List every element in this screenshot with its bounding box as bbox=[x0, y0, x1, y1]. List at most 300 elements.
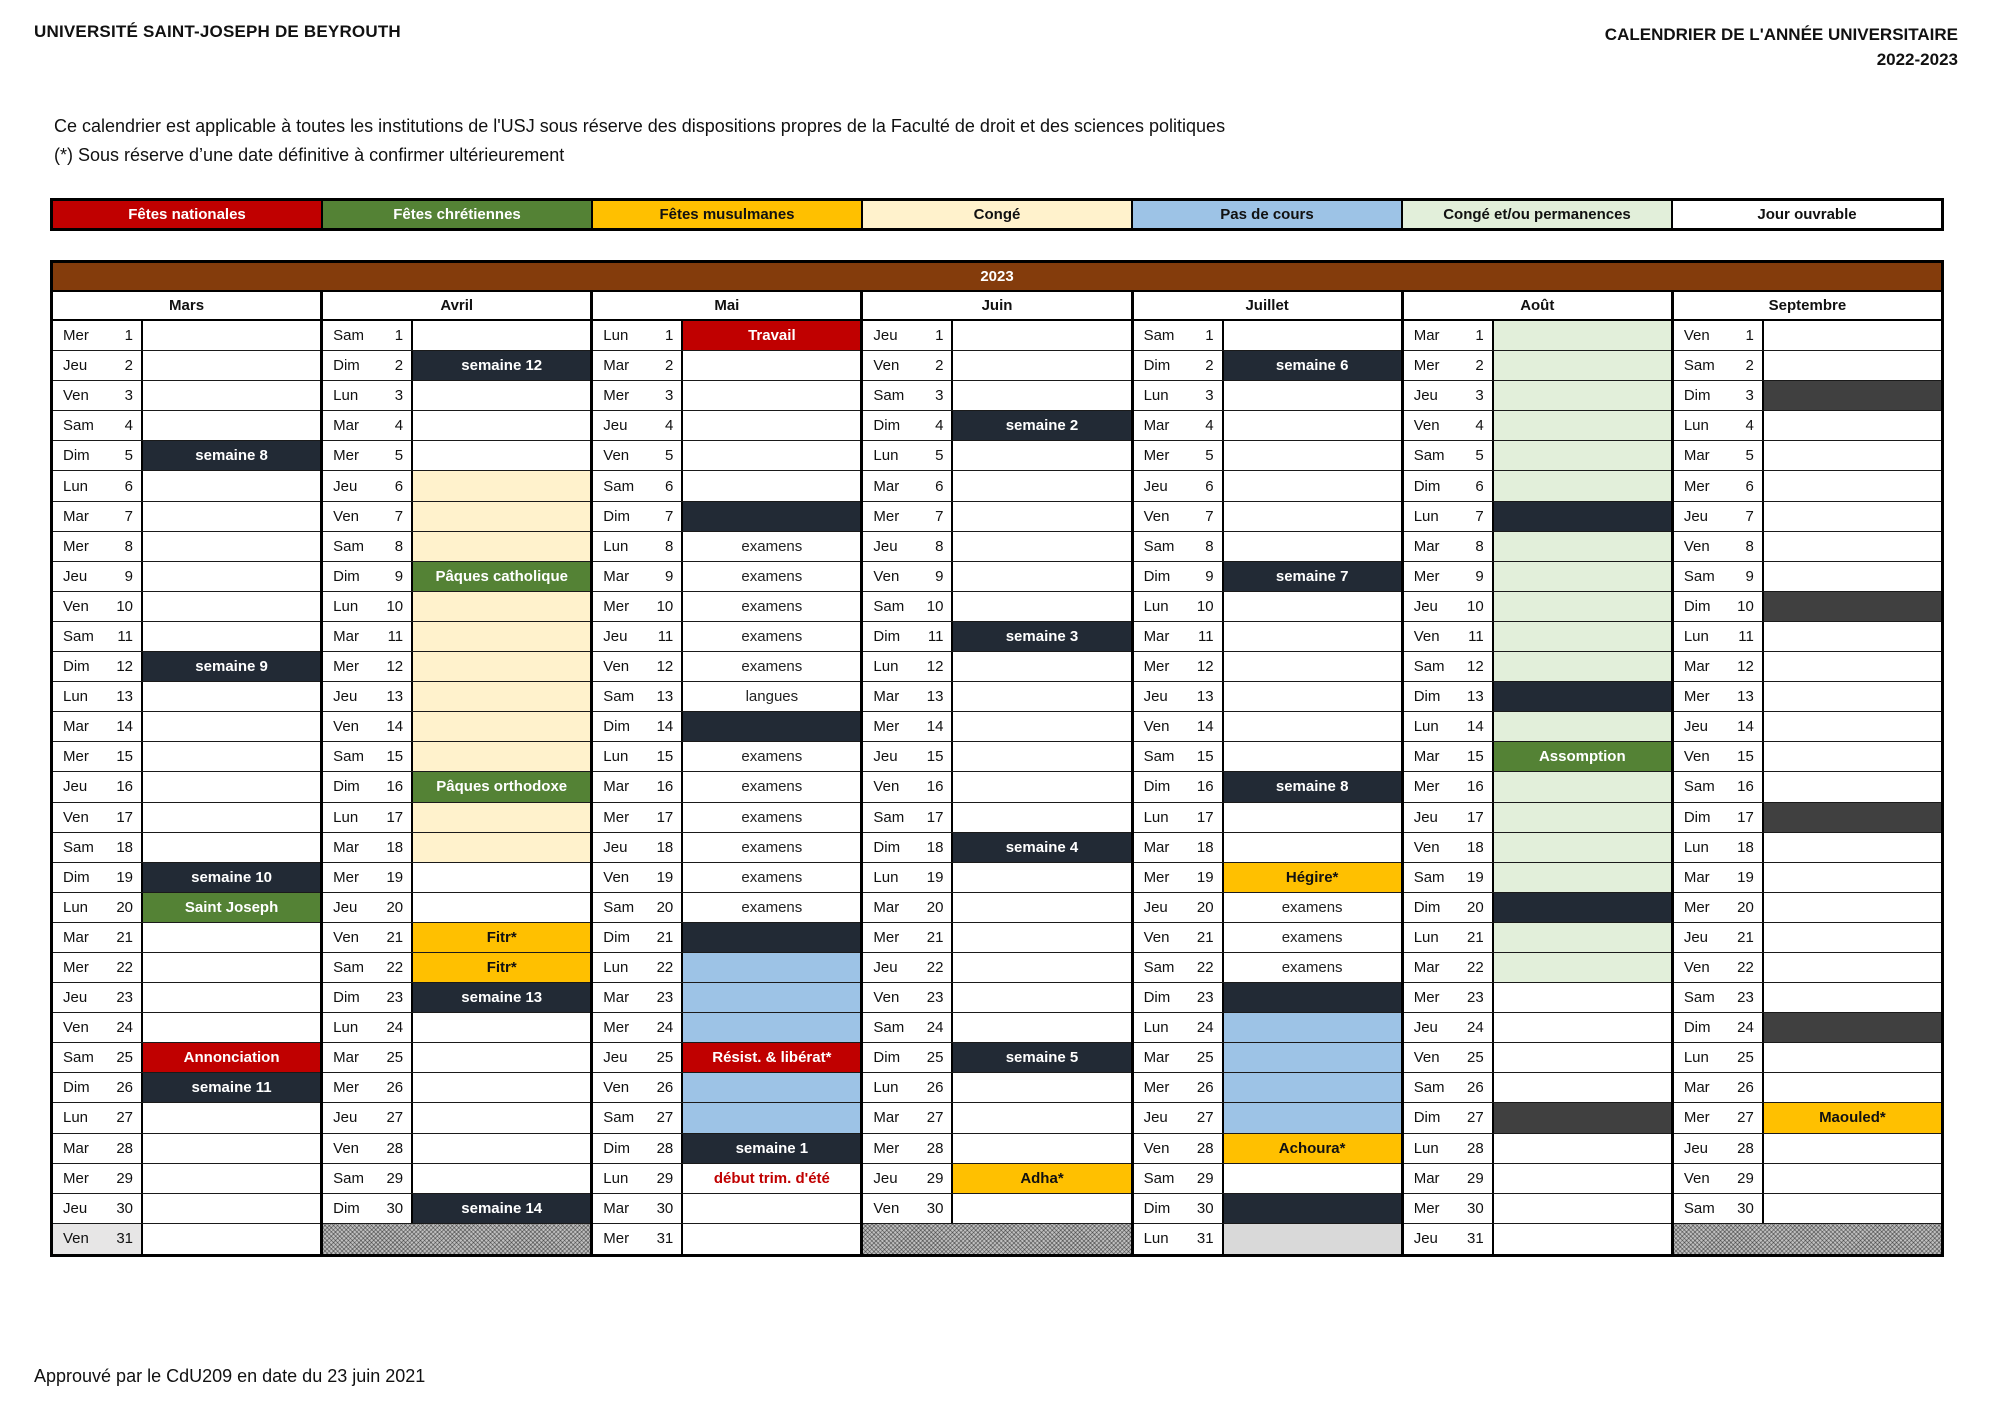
weekday-label: Ven bbox=[1683, 327, 1710, 345]
day-number: 16 bbox=[926, 778, 944, 796]
date-cell bbox=[53, 1073, 143, 1102]
weekday-label: Jeu bbox=[603, 627, 628, 645]
day-number: 17 bbox=[1467, 808, 1484, 826]
weekday-label: Jeu bbox=[1683, 718, 1709, 736]
calendar-year-range: 2022-2023 bbox=[1876, 50, 1958, 69]
date-cell bbox=[323, 1073, 413, 1102]
date-cell bbox=[593, 803, 683, 832]
day-number: 5 bbox=[124, 447, 133, 465]
date-cell bbox=[53, 742, 143, 771]
weekday-label: Ven bbox=[1143, 718, 1170, 736]
day-number: 11 bbox=[657, 627, 674, 645]
date-cell bbox=[593, 471, 683, 500]
event-cell bbox=[953, 321, 1130, 350]
event-cell: semaine 9 bbox=[143, 652, 320, 681]
date-cell bbox=[593, 502, 683, 531]
day-number: 30 bbox=[656, 1199, 674, 1217]
date-cell bbox=[53, 351, 143, 380]
day-row bbox=[863, 471, 1130, 501]
date-cell bbox=[323, 652, 413, 681]
date-cell bbox=[863, 1194, 953, 1223]
date-cell bbox=[53, 532, 143, 561]
day-number: 23 bbox=[116, 989, 133, 1007]
date-cell bbox=[593, 893, 683, 922]
weekday-label: Jeu bbox=[1683, 1139, 1709, 1157]
day-number: 20 bbox=[386, 898, 404, 916]
event-cell: examens bbox=[741, 597, 803, 615]
weekday-label: Dim bbox=[603, 718, 630, 736]
day-row bbox=[593, 351, 860, 381]
weekday-label: Mer bbox=[873, 1139, 900, 1157]
day-row bbox=[1674, 622, 1941, 652]
weekday-label: Dim bbox=[1413, 688, 1441, 706]
day-row bbox=[1134, 863, 1401, 893]
day-number: 12 bbox=[116, 658, 133, 676]
date-cell bbox=[53, 833, 143, 862]
weekday-label: Mer bbox=[1683, 688, 1710, 706]
day-number: 10 bbox=[1737, 597, 1754, 615]
event-cell: Saint Joseph bbox=[143, 893, 320, 922]
event-cell: Maouled* bbox=[1764, 1103, 1941, 1132]
color-legend bbox=[50, 198, 1944, 231]
legend-item: Fêtes chrétiennes bbox=[323, 201, 593, 228]
weekday-label: Mer bbox=[1413, 778, 1440, 796]
event-cell: semaine 1 bbox=[683, 1134, 860, 1163]
weekday-label: Lun bbox=[333, 808, 359, 826]
date-cell bbox=[593, 441, 683, 470]
event-cell bbox=[1764, 502, 1941, 531]
day-number: 27 bbox=[656, 1109, 674, 1127]
event-cell bbox=[1224, 592, 1401, 621]
day-number: 11 bbox=[1468, 627, 1484, 645]
weekday-label: Sam bbox=[1143, 327, 1175, 345]
weekday-label: Sam bbox=[333, 327, 364, 345]
day-row bbox=[863, 923, 1130, 953]
date-cell bbox=[863, 893, 953, 922]
day-number: 1 bbox=[394, 327, 404, 345]
day-row bbox=[53, 1194, 320, 1224]
event-cell bbox=[413, 411, 590, 440]
day-number: 13 bbox=[1196, 688, 1214, 706]
date-cell bbox=[593, 833, 683, 862]
day-number: 28 bbox=[116, 1139, 133, 1157]
day-number: 27 bbox=[926, 1109, 944, 1127]
date-cell bbox=[863, 592, 953, 621]
event-cell bbox=[1224, 622, 1401, 651]
date-cell bbox=[863, 1134, 953, 1163]
weekday-label: Jeu bbox=[873, 1169, 898, 1187]
weekday-label: Sam bbox=[1413, 447, 1445, 465]
date-cell bbox=[1134, 411, 1224, 440]
date-cell bbox=[1404, 1194, 1494, 1223]
weekday-label: Lun bbox=[1683, 417, 1709, 435]
event-cell bbox=[683, 1224, 860, 1254]
date-cell bbox=[1674, 622, 1764, 651]
weekday-label: Sam bbox=[1413, 868, 1445, 886]
day-number: 10 bbox=[116, 597, 133, 615]
day-row bbox=[1404, 592, 1671, 622]
day-row bbox=[1134, 772, 1401, 802]
weekday-label: Ven bbox=[603, 868, 630, 886]
day-row bbox=[323, 1043, 590, 1073]
weekday-label: Mar bbox=[333, 417, 359, 435]
weekday-label: Mer bbox=[603, 1230, 630, 1248]
weekday-label: Sam bbox=[873, 1019, 905, 1037]
day-row bbox=[53, 471, 320, 501]
weekday-label: Mer bbox=[873, 718, 900, 736]
day-number: 4 bbox=[394, 417, 404, 435]
day-row bbox=[1404, 381, 1671, 411]
weekday-label: Jeu bbox=[1413, 597, 1438, 615]
date-cell bbox=[323, 351, 413, 380]
event-cell bbox=[1224, 1073, 1401, 1102]
weekday-label: Ven bbox=[63, 1019, 89, 1037]
weekday-label: Dim bbox=[1143, 567, 1171, 585]
event-cell: Travail bbox=[683, 321, 860, 350]
day-number: 15 bbox=[1737, 748, 1754, 766]
day-number: 8 bbox=[394, 537, 404, 555]
date-cell bbox=[1134, 682, 1224, 711]
day-row bbox=[593, 1224, 860, 1254]
day-row bbox=[1674, 532, 1941, 562]
event-cell bbox=[1764, 682, 1941, 711]
date-cell bbox=[1404, 1073, 1494, 1102]
event-cell bbox=[1224, 983, 1401, 1012]
date-cell bbox=[1134, 953, 1224, 982]
weekday-label: Ven bbox=[333, 928, 360, 946]
weekday-label: Mar bbox=[1413, 537, 1440, 555]
weekday-label: Sam bbox=[873, 808, 905, 826]
day-row bbox=[1404, 893, 1671, 923]
event-cell bbox=[1494, 1134, 1671, 1163]
weekday-label: Sam bbox=[333, 748, 364, 766]
day-row bbox=[323, 1194, 590, 1224]
day-row bbox=[1404, 1103, 1671, 1133]
day-number: 24 bbox=[386, 1019, 404, 1037]
event-cell bbox=[953, 863, 1130, 892]
event-cell bbox=[953, 953, 1130, 982]
weekday-label: Jeu bbox=[873, 537, 898, 555]
day-number: 10 bbox=[926, 597, 944, 615]
weekday-label: Sam bbox=[63, 627, 94, 645]
day-number: 25 bbox=[1196, 1049, 1214, 1067]
day-number: 29 bbox=[1467, 1169, 1484, 1187]
day-row bbox=[1674, 441, 1941, 471]
month-column bbox=[863, 292, 1133, 1254]
day-row bbox=[53, 351, 320, 381]
weekday-label: Dim bbox=[1143, 1199, 1171, 1217]
date-cell bbox=[53, 502, 143, 531]
day-row bbox=[323, 1013, 590, 1043]
event-cell bbox=[413, 321, 590, 350]
weekday-label: Lun bbox=[1143, 1019, 1169, 1037]
day-number: 29 bbox=[1196, 1169, 1214, 1187]
date-cell bbox=[863, 923, 953, 952]
date-cell bbox=[323, 1134, 413, 1163]
event-cell: examens bbox=[741, 778, 803, 796]
weekday-label: Ven bbox=[873, 1199, 900, 1217]
weekday-label: Mer bbox=[873, 507, 900, 525]
day-row bbox=[593, 712, 860, 742]
event-cell bbox=[683, 441, 860, 470]
weekday-label: Sam bbox=[1683, 1199, 1715, 1217]
day-row bbox=[1674, 502, 1941, 532]
date-cell bbox=[53, 803, 143, 832]
day-number: 15 bbox=[116, 748, 133, 766]
day-row bbox=[1674, 411, 1941, 441]
event-cell bbox=[1494, 351, 1671, 380]
day-number: 2 bbox=[124, 357, 133, 375]
day-row bbox=[1404, 712, 1671, 742]
day-row bbox=[863, 1073, 1130, 1103]
weekday-label: Mer bbox=[63, 959, 89, 977]
date-cell bbox=[1404, 983, 1494, 1012]
event-cell bbox=[143, 682, 320, 711]
weekday-label: Dim bbox=[333, 567, 360, 585]
day-number: 30 bbox=[926, 1199, 944, 1217]
day-row bbox=[1134, 893, 1401, 923]
weekday-label: Mer bbox=[63, 537, 89, 555]
event-cell bbox=[1224, 1043, 1401, 1072]
weekday-label: Jeu bbox=[1143, 1109, 1168, 1127]
event-cell bbox=[1494, 592, 1671, 621]
day-row bbox=[53, 742, 320, 772]
event-cell bbox=[143, 502, 320, 531]
day-number: 3 bbox=[664, 387, 674, 405]
day-row bbox=[593, 953, 860, 983]
event-cell bbox=[1764, 1043, 1941, 1072]
weekday-label: Mar bbox=[873, 477, 900, 495]
day-number: 3 bbox=[394, 387, 404, 405]
weekday-label: Dim bbox=[63, 447, 90, 465]
day-number: 12 bbox=[926, 658, 944, 676]
weekday-label: Jeu bbox=[1683, 507, 1709, 525]
day-number: 15 bbox=[656, 748, 674, 766]
weekday-label: Mar bbox=[1683, 868, 1710, 886]
event-cell bbox=[1224, 742, 1401, 771]
empty-day-row bbox=[1674, 1224, 1941, 1254]
event-cell bbox=[1494, 532, 1671, 561]
day-number: 18 bbox=[1737, 838, 1754, 856]
day-row bbox=[1404, 1224, 1671, 1254]
event-cell bbox=[953, 652, 1130, 681]
date-cell bbox=[1404, 772, 1494, 801]
day-row bbox=[53, 1013, 320, 1043]
date-cell bbox=[1674, 441, 1764, 470]
event-cell bbox=[1494, 893, 1671, 922]
event-cell bbox=[1764, 1134, 1941, 1163]
month-column bbox=[53, 292, 323, 1254]
day-row bbox=[593, 1164, 860, 1194]
event-cell bbox=[1764, 712, 1941, 741]
date-cell bbox=[1674, 923, 1764, 952]
event-cell: examens bbox=[741, 627, 803, 645]
day-number: 1 bbox=[1205, 327, 1214, 345]
day-row bbox=[1404, 682, 1671, 712]
date-cell bbox=[1134, 863, 1224, 892]
event-cell bbox=[1494, 411, 1671, 440]
event-cell: semaine 5 bbox=[953, 1043, 1130, 1072]
date-cell bbox=[863, 1013, 953, 1042]
event-cell bbox=[1494, 441, 1671, 470]
day-row bbox=[53, 803, 320, 833]
day-row bbox=[1134, 1224, 1401, 1254]
day-number: 15 bbox=[926, 748, 944, 766]
day-number: 10 bbox=[1196, 597, 1214, 615]
weekday-label: Lun bbox=[603, 1169, 629, 1187]
day-row bbox=[323, 923, 590, 953]
event-cell bbox=[1224, 712, 1401, 741]
weekday-label: Sam bbox=[63, 417, 94, 435]
weekday-label: Lun bbox=[1143, 808, 1169, 826]
date-cell bbox=[1404, 1013, 1494, 1042]
day-row bbox=[1674, 1194, 1941, 1224]
day-number: 6 bbox=[935, 477, 944, 495]
event-cell bbox=[143, 953, 320, 982]
weekday-label: Sam bbox=[873, 387, 905, 405]
weekday-label: Sam bbox=[1683, 778, 1715, 796]
event-cell: semaine 4 bbox=[953, 833, 1130, 862]
weekday-label: Dim bbox=[1143, 357, 1171, 375]
weekday-label: Lun bbox=[63, 688, 89, 706]
day-row bbox=[1134, 381, 1401, 411]
day-number: 7 bbox=[664, 507, 674, 525]
weekday-label: Ven bbox=[1683, 748, 1710, 766]
day-number: 17 bbox=[386, 808, 404, 826]
weekday-label: Jeu bbox=[1143, 477, 1168, 495]
date-cell bbox=[1674, 772, 1764, 801]
date-cell bbox=[323, 953, 413, 982]
day-number: 16 bbox=[116, 778, 133, 796]
day-number: 7 bbox=[124, 507, 133, 525]
event-cell bbox=[1764, 893, 1941, 922]
date-cell bbox=[53, 622, 143, 651]
event-cell bbox=[1764, 592, 1941, 621]
event-cell bbox=[143, 1013, 320, 1042]
day-number: 6 bbox=[124, 477, 133, 495]
day-number: 25 bbox=[926, 1049, 944, 1067]
day-number: 2 bbox=[664, 357, 674, 375]
event-cell bbox=[1494, 1224, 1671, 1254]
event-cell: Annonciation bbox=[143, 1043, 320, 1072]
event-cell bbox=[1224, 321, 1401, 350]
event-cell bbox=[413, 381, 590, 410]
event-cell bbox=[953, 1194, 1130, 1223]
event-cell: Fitr* bbox=[413, 953, 590, 982]
event-cell bbox=[413, 1164, 590, 1193]
day-row bbox=[593, 1043, 860, 1073]
day-number: 19 bbox=[1737, 868, 1754, 886]
weekday-label: Mar bbox=[873, 1109, 900, 1127]
weekday-label: Lun bbox=[603, 537, 629, 555]
date-cell bbox=[1404, 953, 1494, 982]
date-cell bbox=[1674, 411, 1764, 440]
event-cell bbox=[413, 502, 590, 531]
day-row bbox=[1674, 1164, 1941, 1194]
event-cell bbox=[953, 923, 1130, 952]
day-number: 5 bbox=[935, 447, 944, 465]
day-number: 16 bbox=[656, 778, 674, 796]
date-cell bbox=[1674, 381, 1764, 410]
asterisk-note: (*) Sous réserve d’une date définitive à confirmer ultérieurement bbox=[54, 145, 565, 165]
weekday-label: Ven bbox=[603, 658, 630, 676]
day-row bbox=[1134, 983, 1401, 1013]
event-cell bbox=[143, 351, 320, 380]
weekday-label: Lun bbox=[1143, 387, 1169, 405]
date-cell bbox=[323, 983, 413, 1012]
date-cell bbox=[1134, 1224, 1224, 1254]
weekday-label: Jeu bbox=[873, 748, 898, 766]
day-number: 21 bbox=[926, 928, 944, 946]
day-row bbox=[1134, 682, 1401, 712]
day-row bbox=[53, 1164, 320, 1194]
weekday-label: Mer bbox=[333, 868, 359, 886]
day-number: 29 bbox=[386, 1169, 404, 1187]
day-row bbox=[323, 562, 590, 592]
event-cell: Pâques orthodoxe bbox=[413, 772, 590, 801]
weekday-label: Mer bbox=[333, 658, 359, 676]
day-number: 4 bbox=[1475, 417, 1484, 435]
event-cell bbox=[1494, 803, 1671, 832]
day-row bbox=[593, 863, 860, 893]
weekday-label: Lun bbox=[603, 327, 629, 345]
day-row bbox=[863, 592, 1130, 622]
day-row bbox=[1674, 953, 1941, 983]
day-row bbox=[1404, 562, 1671, 592]
date-cell bbox=[53, 441, 143, 470]
weekday-label: Sam bbox=[333, 959, 364, 977]
day-number: 23 bbox=[1737, 989, 1754, 1007]
day-row bbox=[593, 532, 860, 562]
day-number: 14 bbox=[656, 718, 674, 736]
day-row bbox=[53, 622, 320, 652]
event-cell bbox=[953, 712, 1130, 741]
day-row bbox=[1674, 1134, 1941, 1164]
event-cell bbox=[1764, 742, 1941, 771]
day-number: 16 bbox=[1737, 778, 1754, 796]
date-cell bbox=[1674, 712, 1764, 741]
event-cell bbox=[413, 893, 590, 922]
date-cell bbox=[1404, 923, 1494, 952]
event-cell bbox=[683, 471, 860, 500]
day-row bbox=[1674, 1043, 1941, 1073]
weekday-label: Sam bbox=[63, 838, 94, 856]
date-cell bbox=[863, 441, 953, 470]
weekday-label: Mar bbox=[63, 1139, 89, 1157]
date-cell bbox=[323, 381, 413, 410]
date-cell bbox=[1134, 1103, 1224, 1132]
weekday-label: Mar bbox=[1143, 417, 1170, 435]
day-row bbox=[863, 712, 1130, 742]
day-row bbox=[323, 1134, 590, 1164]
weekday-label: Mar bbox=[1683, 1079, 1710, 1097]
weekday-label: Mar bbox=[603, 778, 630, 796]
day-row bbox=[863, 622, 1130, 652]
event-cell bbox=[953, 1073, 1130, 1102]
day-row bbox=[863, 772, 1130, 802]
weekday-label: Dim bbox=[873, 838, 901, 856]
day-row bbox=[323, 983, 590, 1013]
date-cell bbox=[1404, 742, 1494, 771]
day-number: 1 bbox=[1745, 327, 1754, 345]
event-cell bbox=[413, 682, 590, 711]
day-number: 19 bbox=[386, 868, 404, 886]
weekday-label: Ven bbox=[333, 1139, 360, 1157]
event-cell bbox=[953, 803, 1130, 832]
date-cell bbox=[53, 863, 143, 892]
event-cell bbox=[1764, 1164, 1941, 1193]
event-cell bbox=[1764, 1194, 1941, 1223]
